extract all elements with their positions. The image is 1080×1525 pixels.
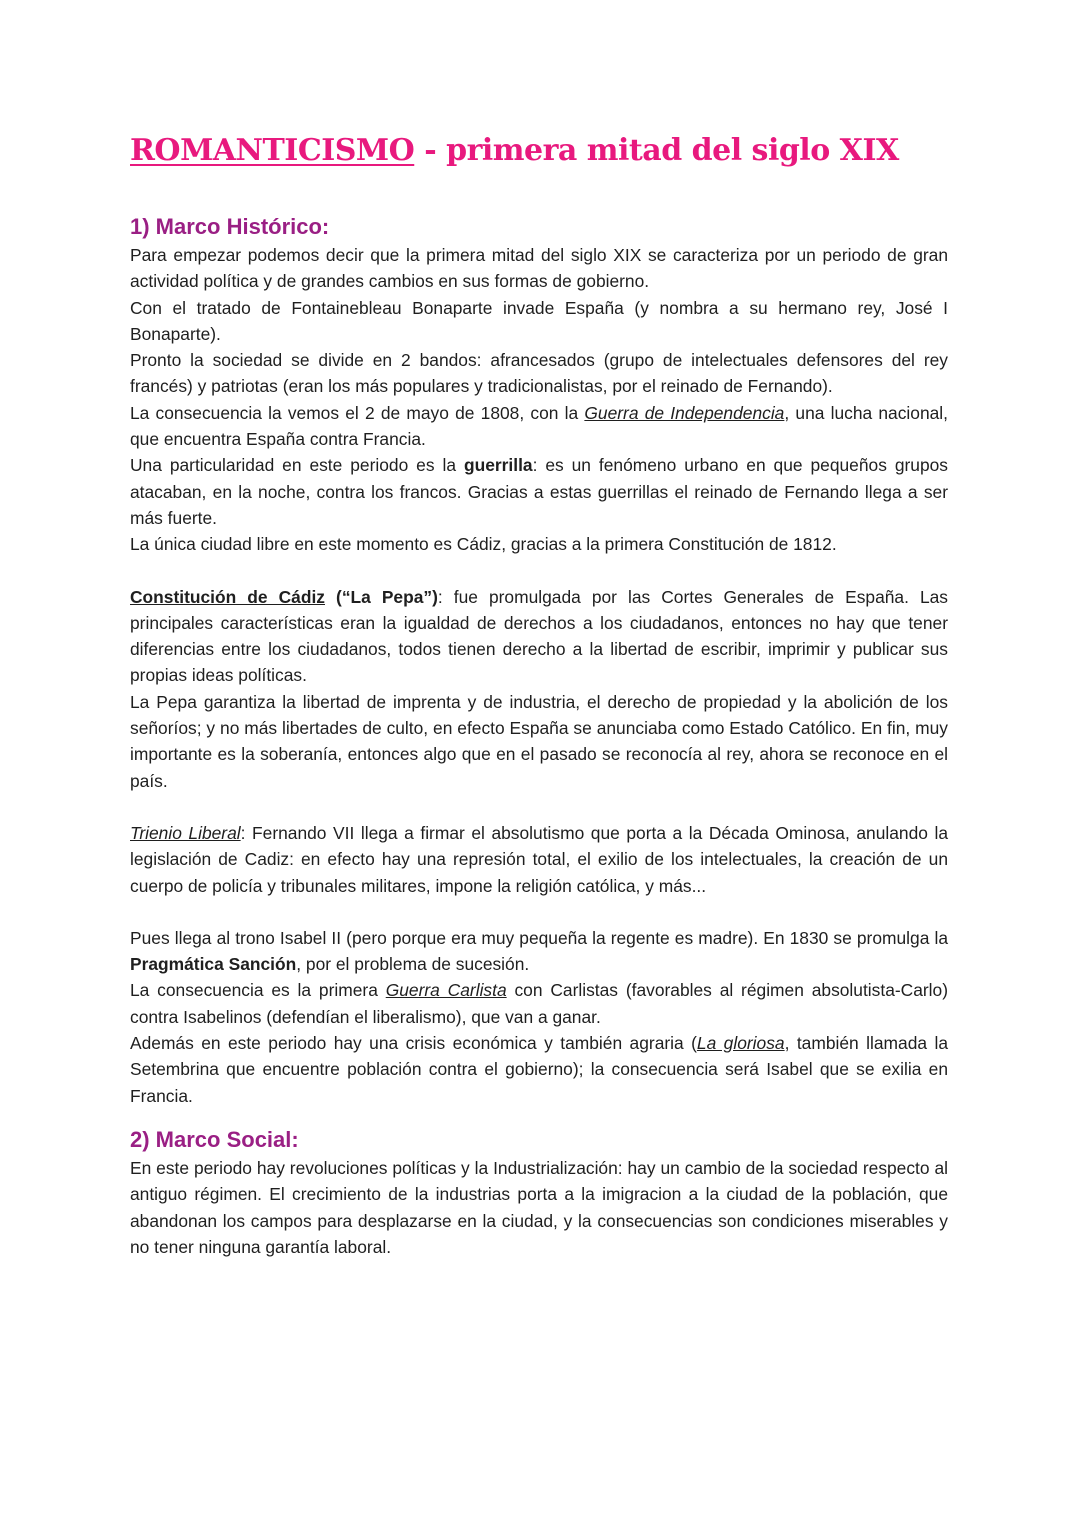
title-rest: - primera mitad del siglo XIX xyxy=(414,133,899,168)
paragraph-crisis: Además en este periodo hay una crisis económica y también agraria (La gloriosa, también llamada la Setembrina que encuentre población contra el gobierno); la consecuencia será Isabel que se exilia en Francia. xyxy=(130,1033,948,1106)
bold-la-pepa: (“La Pepa”) xyxy=(325,586,438,607)
bold-guerrilla: guerrilla xyxy=(463,455,533,476)
paragraph-constitucion: Constitución de Cádiz (“La Pepa”): fue promulgada por las Cortes Generales de España. Las principales características eran la igualdad de derechos a los ciudadanos, entonces no hay que tener diferencias entre los ciudadanos, todos tienen derecho a la libertad de escribir, imprimir y publicar sus propias ideas políticas. xyxy=(130,586,948,686)
document-page xyxy=(130,128,948,1260)
paragraph-intro: Para empezar podemos decir que la primera mitad del siglo XIX se caracteriza por un periodo de gran actividad política y de grandes cambios en sus formas de gobierno. xyxy=(130,245,948,292)
bold-pragmatica: Pragmática Sanción xyxy=(130,954,297,975)
link-guerra-independencia: Guerra de Independencia xyxy=(584,402,785,423)
paragraph-independencia: La consecuencia la vemos el 2 de mayo de 1808, con la Guerra de Independencia, una lucha nacional, que encuentra España contra Francia. xyxy=(130,402,948,450)
title-main: ROMANTICISMO xyxy=(130,133,415,168)
page-title xyxy=(130,128,948,174)
paragraph-fontainebleau: Con el tratado de Fontainebleau Bonaparte invade España (y nombra a su hermano rey, José I Bonaparte). xyxy=(130,297,948,344)
paragraph-trienio: Trienio Liberal: Fernando VII llega a firmar el absolutismo que porta a la Década Ominosa, anulando la legislación de Cadiz: en efecto hay una represión total, el exilio de los intelectuales, la creación de un cuerpo de policía y tribunales militares, impone la religión católica, y más... xyxy=(130,822,949,896)
paragraph-cadiz-libre: La única ciudad libre en este momento es Cádiz, gracias a la primera Constitución de 1812. xyxy=(130,534,837,555)
paragraph-bandos: Pronto la sociedad se divide en 2 bandos: afrancesados (grupo de intelectuales defensores del rey francés) y patriotas (eran los más populares y tradicionalistas, por el reinado de Fernando). xyxy=(130,350,948,397)
link-la-gloriosa: La gloriosa xyxy=(696,1033,785,1054)
bold-constitucion-cadiz: Constitución de Cádiz xyxy=(130,586,325,607)
section-heading-social: 2) Marco Social: xyxy=(130,1126,299,1152)
paragraph-guerrilla: Una particularidad en este periodo es la guerrilla: es un fenómeno urbano en que pequeños grupos atacaban, en la noche, contra los francos. Gracias a estas guerrillas el reinado de Fernando llega a ser más fuerte. xyxy=(130,455,948,528)
paragraph-social: En este periodo hay revoluciones políticas y la Industrialización: hay un cambio de la sociedad respecto al antiguo régimen. El crecimiento de la industrias porta a la imigracion a la ciudad de la población, que abandonan los campos para desplazarse en la ciudad, y la consecuencias son condiciones miserables y no tener ninguna garantía laboral. xyxy=(130,1157,948,1257)
paragraph-isabel: Pues llega al trono Isabel II (pero porque era muy pequeña la regente es madre). En 1830 se promulga la Pragmática Sanción, por el problema de sucesión. xyxy=(130,927,948,975)
paragraph-la-pepa: La Pepa garantiza la libertad de imprenta y de industria, el derecho de propiedad y la abolición de los señoríos; y no más libertades de culto, en efecto España se anunciaba como Estado Católico. En fin, muy importante es la soberanía, entonces algo que en el pasado se reconocía al rey, ahora se reconoce en el país. xyxy=(130,691,948,791)
link-trienio-liberal: Trienio Liberal xyxy=(130,822,241,843)
section-heading-historico: 1) Marco Histórico: xyxy=(130,214,330,239)
link-guerra-carlista: Guerra Carlista xyxy=(385,980,507,1001)
paragraph-carlista: La consecuencia es la primera Guerra Carlista con Carlistas (favorables al régimen absolutista-Carlo) contra Isabelinos (defendían el liberalismo), que van a ganar. xyxy=(130,980,949,1027)
